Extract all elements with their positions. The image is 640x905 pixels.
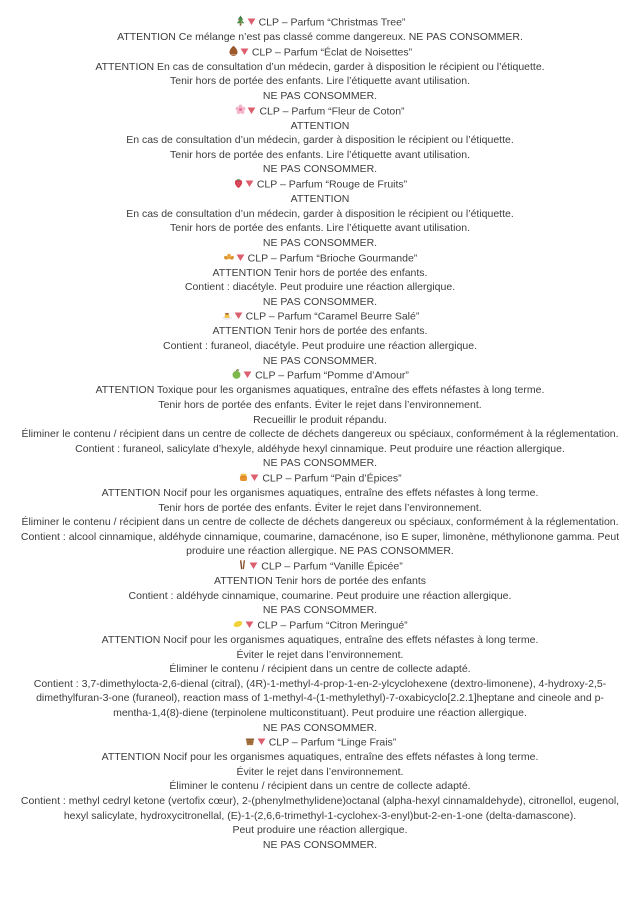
warning-line: ATTENTION Tenir hors de portée des enfants. [212, 325, 428, 338]
perfume-title: CLP – Parfum “Pain d’Épices” [262, 472, 402, 485]
warning-line: NE PAS CONSOMMER. [262, 354, 378, 367]
warning-line: Tenir hors de portée des enfants. Lire l’étiquette avant utilisation. [169, 222, 470, 235]
warning-triangle-icon [257, 737, 266, 746]
green-apple-icon [231, 368, 242, 380]
warning-line: NE PAS CONSOMMER. [262, 721, 378, 734]
warning-line: Éliminer le contenu / récipient dans un centre de collecte de déchets dangereux ou spéciaux, conformément à la réglementation. [21, 428, 619, 441]
perfume-section [17, 559, 623, 618]
perfume-header [17, 368, 623, 383]
perfume-header [17, 618, 623, 633]
warning-line: En cas de consultation d’un médecin, garder à disposition le récipient ou l’étiquette. [126, 134, 514, 147]
perfume-title: CLP – Parfum “Linge Frais” [268, 736, 397, 749]
perfume-section [17, 104, 623, 177]
warning-line: Éviter le rejet dans l’environnement. [236, 648, 404, 661]
perfume-section [17, 618, 623, 735]
chestnut-icon [228, 45, 239, 57]
strawberry-icon [233, 177, 244, 189]
warning-line: Contient : aldéhyde cinnamique, coumarine. Peut produire une réaction allergique. [128, 589, 512, 602]
custard-icon [221, 309, 233, 321]
clp-safety-document [17, 0, 623, 852]
warning-line: Peut produire une réaction allergique. [232, 824, 408, 837]
warning-triangle-icon [247, 17, 256, 26]
warning-line: ATTENTION [290, 193, 350, 206]
perfume-header [17, 104, 623, 119]
christmas-tree-icon [235, 15, 246, 27]
warning-line: Contient : alcool cinnamique, aldéhyde cinnamique, coumarine, damacénone, iso E super, limonène, méthylionone gamma. Peut produire une réaction allergique. NE PAS CONSOMMER. [20, 530, 620, 558]
perfume-section [17, 45, 623, 104]
warning-line: ATTENTION Nocif pour les organismes aquatiques, entraîne des effets néfastes à long terme. [101, 633, 539, 646]
warning-line: Éliminer le contenu / récipient dans un centre de collecte adapté. [169, 780, 471, 793]
perfume-header [17, 45, 623, 60]
perfume-section [17, 471, 623, 559]
warning-line: Contient : furaneol, salicylate d’hexyle, aldéhyde hexyl cinnamique. Peut produire une réaction allergique. [75, 442, 565, 455]
warning-line: Recueillir le produit répandu. [253, 413, 387, 426]
warning-line: ATTENTION Toxique pour les organismes aquatiques, entraîne des effets néfastes à long terme. [95, 384, 545, 397]
warning-line: Éliminer le contenu / récipient dans un centre de collecte de déchets dangereux ou spéciaux, conformément à la réglementation. [21, 516, 619, 529]
warning-line: En cas de consultation d’un médecin, garder à disposition le récipient ou l’étiquette. [126, 207, 514, 220]
warning-line: Contient : diacétyle. Peut produire une réaction allergique. [184, 281, 456, 294]
warning-triangle-icon [249, 561, 258, 570]
perfume-header [17, 559, 623, 574]
warning-line: ATTENTION Tenir hors de portée des enfants. [212, 266, 428, 279]
warning-triangle-icon [234, 311, 243, 320]
warning-line: Contient : furaneol, diacétyle. Peut produire une réaction allergique. [162, 340, 478, 353]
perfume-title: CLP – Parfum “Éclat de Noisettes” [251, 46, 413, 59]
warning-line: ATTENTION Ce mélange n’est pas classé comme dangereux. NE PAS CONSOMMER. [117, 31, 523, 44]
warning-triangle-icon [243, 370, 252, 379]
warning-line: NE PAS CONSOMMER. [262, 236, 378, 249]
warning-line: Contient : methyl cedryl ketone (vertofix cœur), 2-(phenylmethylidene)octanal (alpha-hexyl cinnamaldehyde), citronellol, eugenol, hexyl salicylate, hydroxycitronellal, (E)-1-(2,6,6-trimethyl-1-cyclohex-3-enyl)but-2-en-1-one (delta-damascone). [20, 794, 620, 822]
lemon-icon [232, 618, 244, 630]
perfume-section [17, 251, 623, 310]
warning-triangle-icon [245, 179, 254, 188]
perfume-section [17, 309, 623, 368]
warning-triangle-icon [247, 106, 256, 115]
honeypot-icon [238, 471, 249, 483]
warning-line: Éviter le rejet dans l’environnement. [236, 765, 404, 778]
warning-triangle-icon [240, 47, 249, 56]
perfume-title: CLP – Parfum “Pomme d’Amour” [255, 369, 409, 382]
warning-line: NE PAS CONSOMMER. [262, 457, 378, 470]
perfume-header [17, 177, 623, 192]
perfume-section [17, 177, 623, 250]
warning-line: ATTENTION Tenir hors de portée des enfants [213, 575, 427, 588]
perfume-section [17, 368, 623, 471]
perfume-title: CLP – Parfum “Citron Meringué” [257, 619, 408, 632]
cherry-blossom-icon [235, 104, 246, 116]
warning-triangle-icon [245, 620, 254, 629]
warning-line: Tenir hors de portée des enfants. Lire l’étiquette avant utilisation. [169, 75, 470, 88]
perfume-title: CLP – Parfum “Brioche Gourmande” [247, 252, 418, 264]
perfume-title: CLP – Parfum “Fleur de Coton” [259, 105, 405, 118]
perfume-title: CLP – Parfum “Rouge de Fruits” [256, 178, 408, 191]
perfume-section [17, 15, 623, 45]
perfume-header [17, 471, 623, 486]
perfume-header [17, 15, 623, 30]
warning-line: NE PAS CONSOMMER. [262, 89, 378, 102]
warning-line: NE PAS CONSOMMER. [262, 295, 378, 308]
vanilla-pods-icon [237, 559, 248, 571]
perfume-title: CLP – Parfum “Christmas Tree” [258, 16, 406, 29]
warning-line: Tenir hors de portée des enfants. Éviter le rejet dans l’environnement. [158, 501, 482, 514]
warning-line: ATTENTION En cas de consultation d’un médecin, garder à disposition le récipient ou l’étiquette. [95, 60, 545, 73]
warning-line: ATTENTION Nocif pour les organismes aquatiques, entraîne des effets néfastes à long terme. [101, 751, 539, 764]
warning-line: NE PAS CONSOMMER. [262, 838, 378, 851]
warning-line: ATTENTION Nocif pour les organismes aquatiques, entraîne des effets néfastes à long terme. [101, 487, 539, 499]
laundry-basket-icon [244, 735, 256, 747]
perfume-section [17, 735, 623, 852]
warning-line: Tenir hors de portée des enfants. Lire l’étiquette avant utilisation. [169, 148, 470, 161]
warning-triangle-icon [250, 473, 259, 482]
warning-line: NE PAS CONSOMMER. [262, 604, 378, 617]
warning-line: Éliminer le contenu / récipient dans un centre de collecte adapté. [169, 663, 471, 676]
warning-triangle-icon [236, 253, 245, 262]
perfume-title: CLP – Parfum “Vanille Épicée” [261, 560, 403, 573]
perfume-title: CLP – Parfum “Caramel Beurre Salé” [245, 310, 420, 323]
perfume-header [17, 735, 623, 750]
warning-line: Contient : 3,7-dimethylocta-2,6-dienal (citral), (4R)-1-methyl-4-prop-1-en-2-ylcyclohexene (dextro-limonene), 4-hydroxy-2,5-dimethylfuran-3-one (furaneol), reaction mass of 1-methyl-4-(1-methylethyl)-7-oxabicyclo[2.2.1]heptane and cineole and p-mentha-1,4(8)-diene (terpinolene multiconstituant). Peut produire une réaction allergique. [33, 677, 607, 719]
croissant-icon [223, 251, 235, 263]
perfume-header [17, 309, 623, 324]
warning-line: ATTENTION [290, 119, 350, 132]
perfume-header [17, 251, 623, 266]
warning-line: NE PAS CONSOMMER. [262, 163, 378, 176]
warning-line: Tenir hors de portée des enfants. Éviter le rejet dans l’environnement. [158, 398, 482, 411]
